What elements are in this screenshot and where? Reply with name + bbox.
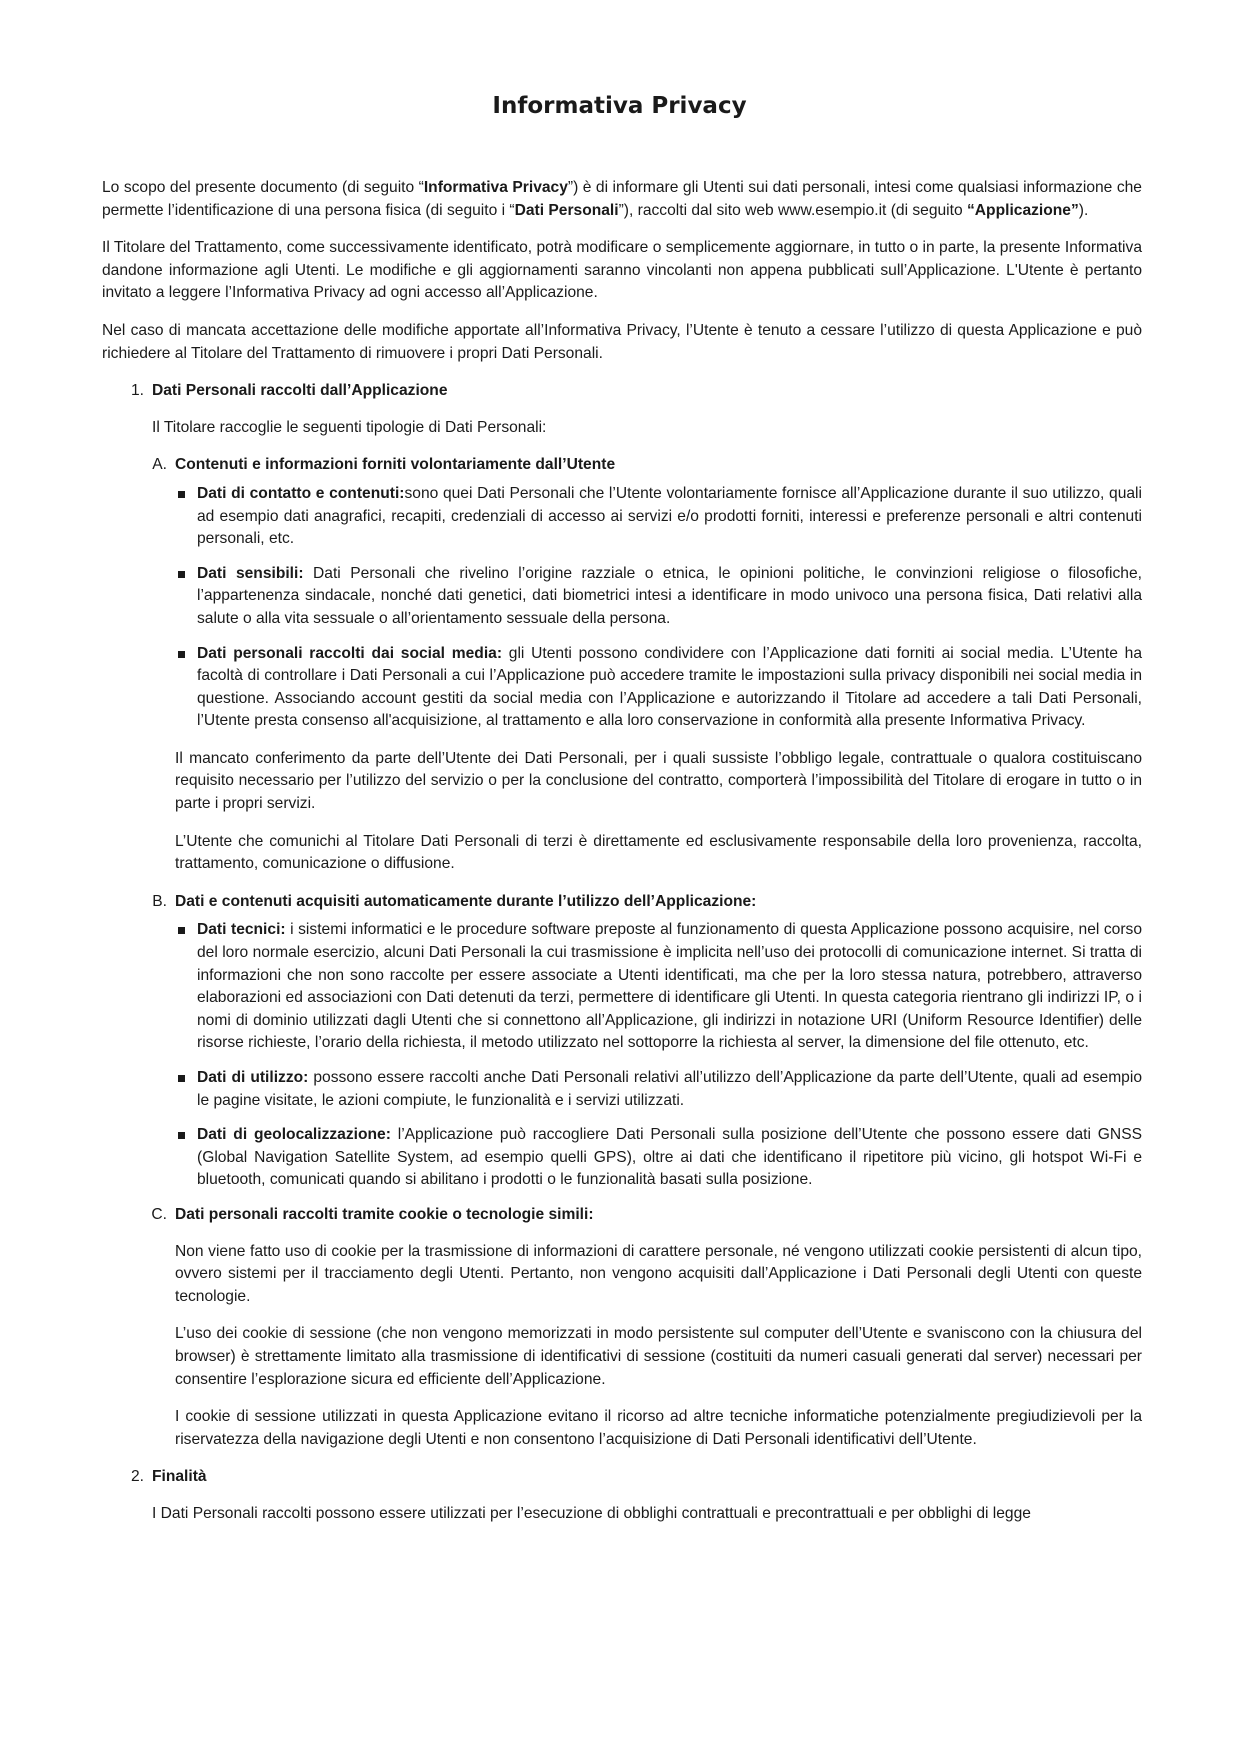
section-2-header (102, 1466, 1142, 1489)
intro-paragraph-2: Il Titolare del Trattamento, come successivamente identificato, potrà modificare o semplicemente aggiornare, in tutto o in parte, la presente Informativa dandone informazione agli Utenti. Le modifiche e gli aggiornamenti saranno vincolanti non appena pubblicati sull’Applicazione. L'Utente è pertanto invitato a leggere l’Informativa Privacy ad ogni accesso all’Applicazione. (102, 239, 1142, 302)
bullet-list (175, 483, 1142, 733)
intro-paragraph-1: Lo scopo del presente documento (di seguito “Informativa Privacy”) è di informare gli Utenti sui dati personali, intesi come qualsiasi informazione che permette l’identificazione di una persona fisica (di seguito i “Dati Personali”), raccolti dal sito web www.esempio.it (di seguito “Applicazione”). (102, 179, 1142, 219)
bullet-square-icon (178, 1075, 185, 1082)
list-item: Dati di geolocalizzazione: l’Applicazione può raccogliere Dati Personali sulla posizione dell’Utente che possono essere dati GNSS (Global Navigation Satellite System, ad esempio quelli GPS), oltre ai dati che identificano il ripetitore più vicino, gli hotspot Wi-Fi e bluetooth, comunicati quando si abilitano i prodotti o le funzionalità basati sulla posizione. (175, 1124, 1142, 1192)
paragraph: L’Utente che comunichi al Titolare Dati Personali di terzi è direttamente ed esclusivamente responsabile della loro provenienza, raccolta, trattamento, comunicazione o diffusione. (175, 832, 1142, 873)
paragraph: I Dati Personali raccolti possono essere utilizzati per l’esecuzione di obblighi contrattuali e precontrattuali e per obblighi di legge (152, 1504, 1031, 1522)
subsection-c-body (102, 1241, 1142, 1452)
term-dati-personali: Dati Personali (514, 201, 619, 219)
paragraph: Non viene fatto uso di cookie per la trasmissione di informazioni di carattere personale, né vengono utilizzati cookie persistenti di alcun tipo, ovvero sistemi per il tracciamento degli Utenti. Pertanto, non vengono acquisiti dall’Applicazione i Dati Personali degli Utenti con queste tecnologie. (175, 1242, 1142, 1305)
list-item: Dati tecnici: i sistemi informatici e le procedure software preposte al funzionamento di questa Applicazione possono acquisire, nel corso del loro normale esercizio, alcuni Dati Personali la cui trasmissione è implicita nell’uso dei protocolli di comunicazione internet. Si tratta di informazioni che non sono raccolte per essere associate a Utenti identificati, ma che per la loro stessa natura, potrebbero, attraverso elaborazioni ed associazioni con Dati detenuti da terzi, permettere di identificare gli Utenti. In questa categoria rientrano gli indirizzi IP, o i nomi di dominio utilizzati dagli Utenti che si connettono all’Applicazione, gli indirizzi in notazione URI (Uniform Resource Identifier) delle risorse richieste, l’orario della richiesta, il metodo utilizzato nel sottoporre la richiesta al server, la dimensione del file ottenuto, etc. (175, 919, 1142, 1055)
section-1-header (102, 380, 1142, 403)
page-title: Informativa Privacy (492, 93, 747, 119)
section-heading: Finalità (152, 1468, 207, 1486)
term-informativa-privacy: Informativa Privacy (423, 179, 568, 196)
subsection-heading: Dati e contenuti acquisiti automaticamente durante l’utilizzo dell’Applicazione: (175, 892, 757, 910)
term-applicazione: “Applicazione” (967, 201, 1079, 219)
bullet-square-icon (178, 491, 185, 498)
subsection-letter: C. (151, 1205, 167, 1223)
list-item: Dati di contatto e contenuti:sono quei Dati Personali che l’Utente volontariamente fornisce all’Applicazione durante il suo utilizzo, quali ad esempio dati anagrafici, recapiti, credenziali di accesso ai servizi e/o prodotti forniti, interessi e preferenze personali e altri contenuti personali, etc. (175, 483, 1142, 551)
bullet-square-icon (178, 651, 185, 658)
list-item: Dati di utilizzo: possono essere raccolti anche Dati Personali relativi all’utilizzo dell’Applicazione da parte dell’Utente, quali ad esempio le pagine visitate, le azioni compiute, le funzionalità e i servizi utilizzati. (175, 1067, 1142, 1112)
section-number: 1. (130, 382, 144, 400)
subsection-heading: Dati personali raccolti tramite cookie o tecnologie simili: (175, 1205, 594, 1223)
subsection-a-header (102, 454, 1142, 477)
subsection-a-body (102, 483, 1142, 876)
list-item: Dati sensibili: Dati Personali che rivelino l’origine razziale o etnica, le opinioni politiche, le convinzioni religiose o filosofiche, l’appartenenza sindacale, nonché dati genetici, dati biometrici intesi a identificare in modo univoco una persona fisica, Dati relativi alla salute o alla vita sessuale o all’orientamento sessuale della persona. (175, 563, 1142, 631)
subsection-b-body (102, 919, 1142, 1192)
subsection-letter: A. (152, 456, 167, 474)
subsection-b-header (102, 891, 1142, 914)
intro (102, 177, 1142, 365)
section-2-body (102, 1503, 1142, 1526)
document-body (102, 177, 1142, 1526)
section-lead: Il Titolare raccoglie le seguenti tipologie di Dati Personali: (152, 418, 547, 436)
list-item: Dati personali raccolti dai social media: gli Utenti possono condividere con l’Applicazione dati forniti ai social media. L’Utente ha facoltà di controllare i Dati Personali a cui l’Applicazione può accedere tramite le impostazioni sulla privacy disponibili nei social media in questione. Associando account gestiti da social media con l’Applicazione e autorizzando il Titolare ad accedere a tali Dati Personali, l’Utente presta consenso all'acquisizione, al trattamento e alla loro conservazione in conformità alla presente Informativa Privacy. (175, 643, 1142, 733)
bullet-square-icon (178, 1132, 185, 1139)
bullet-square-icon (178, 571, 185, 578)
paragraph: I cookie di sessione utilizzati in questa Applicazione evitano il ricorso ad altre tecniche informatiche potenzialmente pregiudizievoli per la riservatezza della navigazione degli Utenti e non consentono l’acquisizione di Dati Personali identificativi dell’Utente. (175, 1408, 1142, 1448)
section-1-body (102, 417, 1142, 440)
subsection-heading: Contenuti e informazioni forniti volontariamente dall’Utente (175, 456, 616, 474)
subsection-letter: B. (152, 892, 167, 910)
section-heading: Dati Personali raccolti dall’Applicazione (152, 382, 448, 400)
paragraph: Il mancato conferimento da parte dell’Utente dei Dati Personali, per i quali sussiste l’obbligo legale, contrattuale o qualora costituiscano requisito necessario per l’utilizzo del servizio o per la conclusione del contratto, comporterà l’impossibilità del Titolare di erogare in tutto o in parte i propri servizi. (175, 749, 1142, 813)
paragraph: L’uso dei cookie di sessione (che non vengono memorizzati in modo persistente sul computer dell’Utente e svaniscono con la chiusura del browser) è strettamente limitato alla trasmissione di identificativi di sessione (costituiti da numeri casuali generati dal server) necessari per consentire l’esplorazione sicura ed efficiente dell’Applicazione. (175, 1325, 1142, 1388)
bullet-square-icon (178, 927, 185, 934)
intro-paragraph-3: Nel caso di mancata accettazione delle modifiche apportate all’Informativa Privacy, l’Utente è tenuto a cessare l’utilizzo di questa Applicazione e può richiedere al Titolare del Trattamento di rimuovere i propri Dati Personali. (102, 321, 1142, 362)
bullet-list (175, 919, 1142, 1192)
section-number: 2. (130, 1468, 144, 1486)
subsection-c-header (102, 1204, 1142, 1227)
